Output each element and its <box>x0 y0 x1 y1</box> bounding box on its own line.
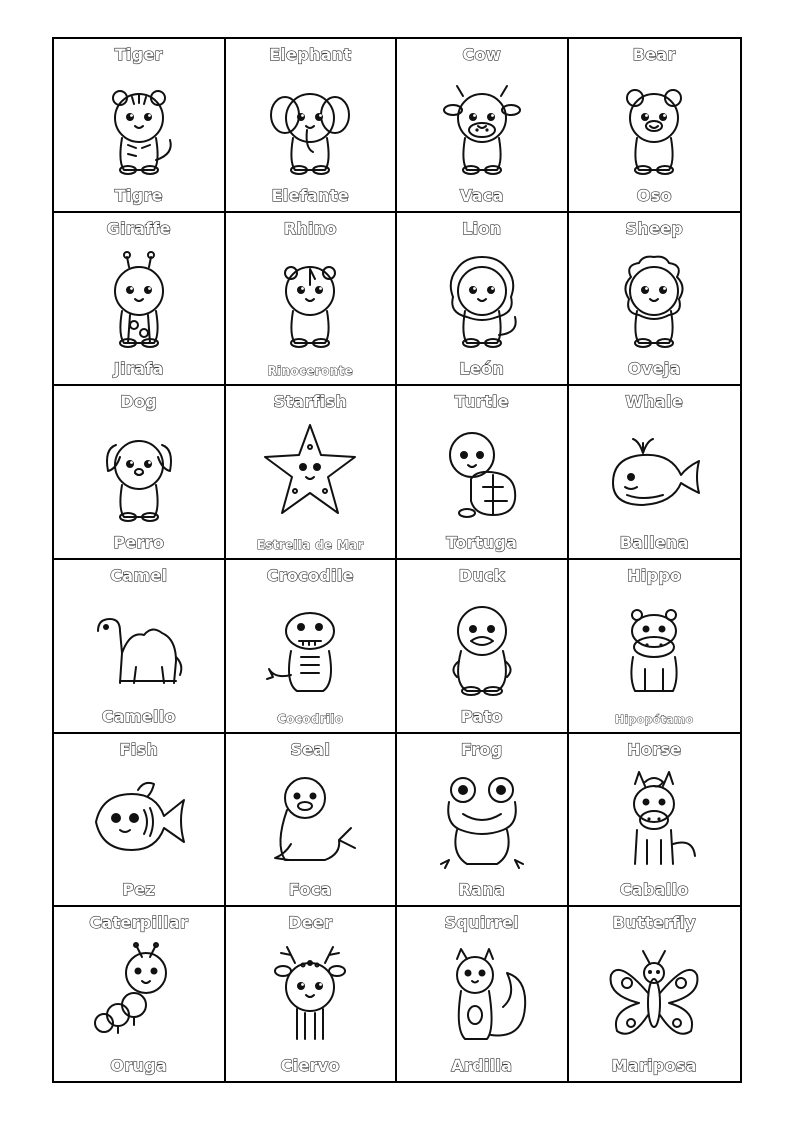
spanish-label: Caballo <box>619 880 689 900</box>
spanish-label: Tortuga <box>446 533 518 552</box>
flashcard-turtle <box>397 386 569 560</box>
frog-icon <box>427 764 537 874</box>
flashcard-cow <box>397 39 569 213</box>
caterpillar-icon <box>84 939 194 1049</box>
bear-icon <box>599 70 709 180</box>
seal-icon <box>255 764 365 874</box>
spanish-label: Estrella de Mar <box>256 538 364 552</box>
spanish-label: Pato <box>460 706 503 726</box>
butterfly-icon <box>599 939 709 1049</box>
whale-icon <box>599 417 709 527</box>
english-label: Turtle <box>454 392 509 412</box>
spanish-label: Oruga <box>110 1056 168 1075</box>
dog-icon <box>84 417 194 527</box>
spanish-label: Rana <box>458 880 505 900</box>
english-label: Butterfly <box>612 913 696 933</box>
flashcard-rhino <box>226 213 398 387</box>
spanish-label: Mariposa <box>611 1056 697 1075</box>
lion-icon <box>427 243 537 353</box>
flashcard-elephant <box>226 39 398 213</box>
english-label: Fish <box>119 739 159 759</box>
english-label: Bear <box>632 45 676 64</box>
spanish-label: Ballena <box>619 533 689 552</box>
crocodile-icon <box>255 591 365 701</box>
flashcard-starfish <box>226 386 398 560</box>
flashcard-frog <box>397 734 569 908</box>
english-label: Whale <box>625 392 684 412</box>
flashcard-seal <box>226 734 398 908</box>
flashcard-duck <box>397 560 569 734</box>
flashcard-tiger <box>54 39 226 213</box>
spanish-label: Ardilla <box>451 1056 513 1075</box>
english-label: Tiger <box>114 45 163 64</box>
spanish-label: Cocodrilo <box>277 711 344 726</box>
spanish-label: León <box>459 359 505 379</box>
english-label: Dog <box>120 392 158 412</box>
flashcard-squirrel <box>397 907 569 1081</box>
english-label: Caterpillar <box>89 913 189 933</box>
english-label: Frog <box>461 739 503 759</box>
flashcard-bear <box>569 39 741 213</box>
spanish-label: Pez <box>122 880 156 900</box>
flashcard-whale <box>569 386 741 560</box>
spanish-label: Foca <box>288 880 332 900</box>
spanish-label: Jirafa <box>113 359 164 379</box>
english-label: Duck <box>458 566 505 585</box>
english-label: Elephant <box>269 45 352 64</box>
flashcard-caterpillar <box>54 907 226 1081</box>
spanish-label: Hipopótamo <box>614 712 694 726</box>
english-label: Giraffe <box>106 218 171 238</box>
flashcard-butterfly <box>569 907 741 1081</box>
english-label: Seal <box>290 739 331 759</box>
flashcard-lion <box>397 213 569 387</box>
english-label: Camel <box>110 566 168 585</box>
sheep-icon <box>599 243 709 353</box>
tiger-icon <box>84 70 194 180</box>
english-label: Deer <box>288 913 333 933</box>
flashcard-crocodile <box>226 560 398 734</box>
english-label: Squirrel <box>444 913 519 933</box>
flashcard-fish <box>54 734 226 908</box>
turtle-icon <box>427 417 537 527</box>
flashcard-deer <box>226 907 398 1081</box>
spanish-label: Tigre <box>114 185 163 205</box>
flashcard-sheet <box>52 37 742 1083</box>
spanish-label: Ciervo <box>280 1056 340 1075</box>
cow-icon <box>427 70 537 180</box>
english-label: Lion <box>462 218 502 238</box>
spanish-label: Perro <box>113 533 165 552</box>
flashcard-giraffe <box>54 213 226 387</box>
english-label: Sheep <box>625 218 684 238</box>
english-label: Horse <box>627 739 682 759</box>
deer-icon <box>255 939 365 1049</box>
starfish-icon <box>255 417 365 527</box>
flashcard-sheep <box>569 213 741 387</box>
flashcard-camel <box>54 560 226 734</box>
english-label: Cow <box>462 45 501 64</box>
spanish-label: Rinoceronte <box>267 364 353 379</box>
english-label: Hippo <box>627 566 682 585</box>
camel-icon <box>84 591 194 701</box>
duck-icon <box>427 591 537 701</box>
squirrel-icon <box>427 939 537 1049</box>
horse-icon <box>599 764 709 874</box>
spanish-label: Oso <box>636 185 672 205</box>
english-label: Crocodile <box>266 566 354 585</box>
flashcard-dog <box>54 386 226 560</box>
giraffe-icon <box>84 243 194 353</box>
spanish-label: Vaca <box>459 185 504 205</box>
hippo-icon <box>599 591 709 701</box>
english-label: Rhino <box>283 218 337 238</box>
elephant-icon <box>255 70 365 180</box>
spanish-label: Camello <box>101 706 176 726</box>
flashcard-horse <box>569 734 741 908</box>
rhino-icon <box>255 243 365 353</box>
spanish-label: Elefante <box>271 185 349 205</box>
english-label: Starfish <box>273 392 348 412</box>
flashcard-hippo <box>569 560 741 734</box>
fish-icon <box>84 764 194 874</box>
spanish-label: Oveja <box>627 359 681 379</box>
